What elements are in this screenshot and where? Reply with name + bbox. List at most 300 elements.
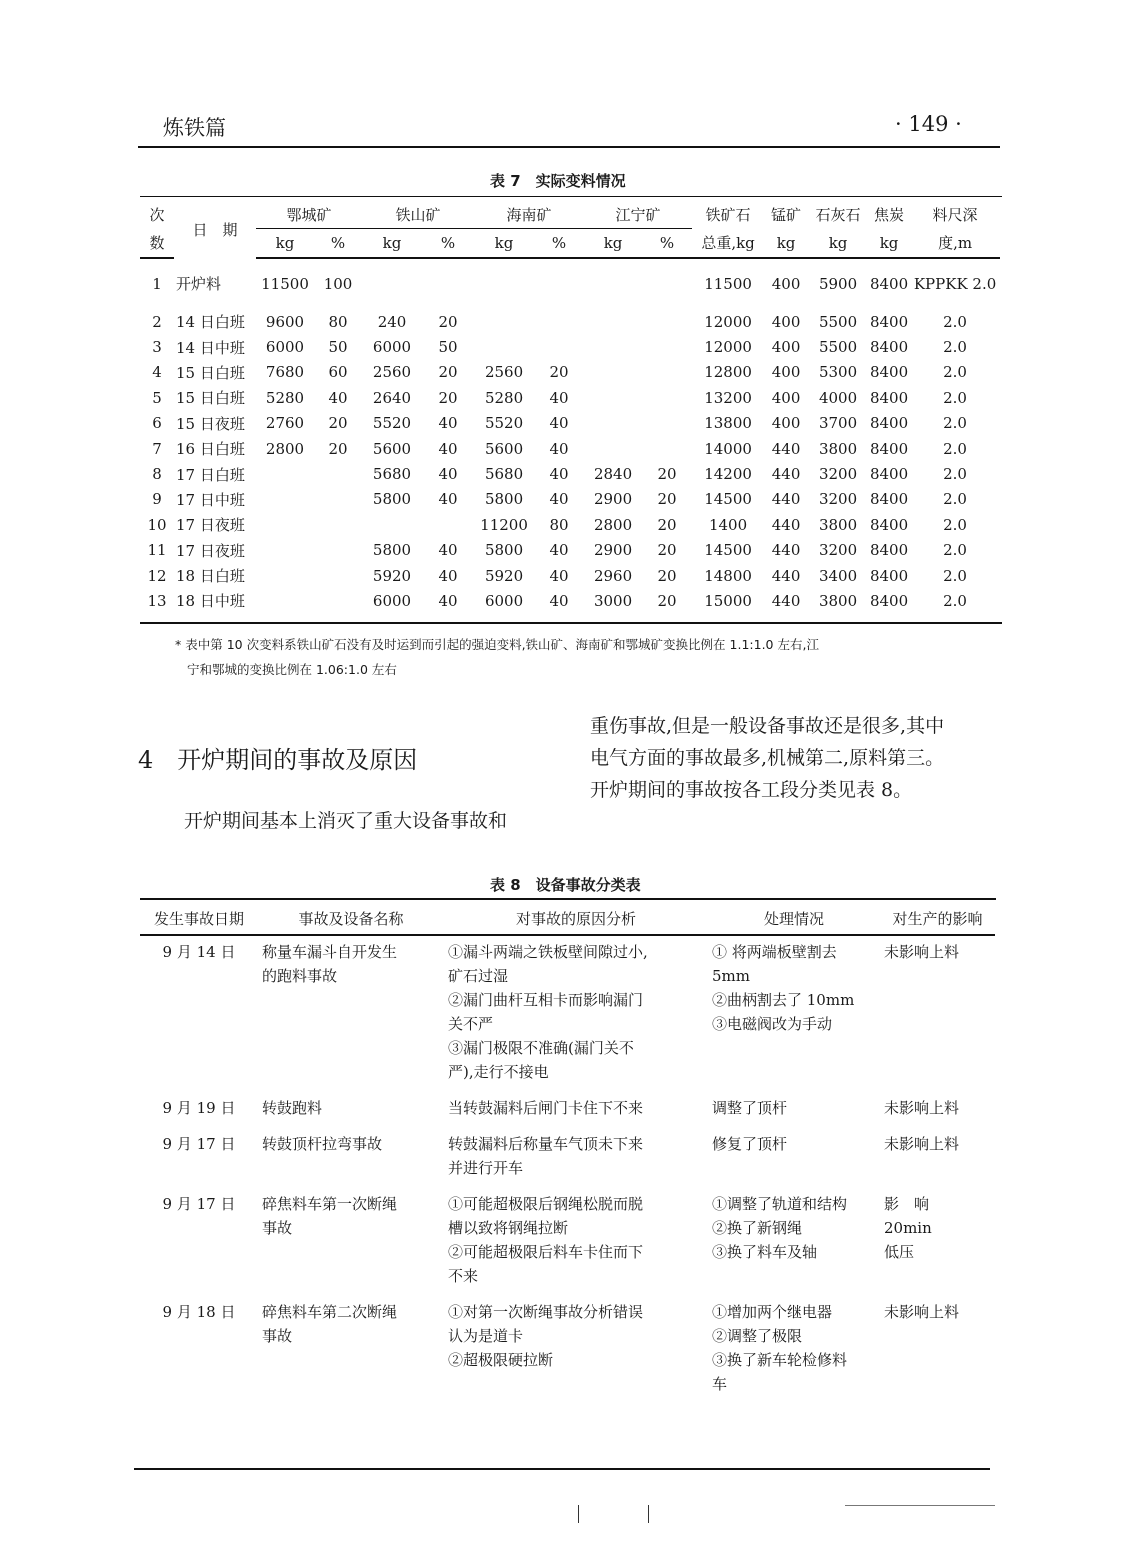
table8-cell-line: 影 响 20min: [884, 1195, 945, 1237]
table7-cell: 400: [771, 338, 801, 357]
table7-cell: 60: [328, 363, 348, 382]
table7-cell: 2960: [593, 566, 633, 585]
table7-cell: KPPKK 2.0: [913, 275, 997, 293]
table7-cell: 11500: [261, 275, 309, 293]
table7-cell: 2.0: [943, 338, 967, 357]
table7-cell: 20: [657, 465, 677, 484]
table8-cell-line: 并进行开车: [448, 1159, 524, 1177]
table7-cell: 240: [377, 312, 407, 331]
table7-cell: 13: [147, 591, 167, 610]
table7-cell: 40: [438, 414, 458, 433]
table8-cell-name: [258, 1296, 444, 1404]
table8-cell-line: ③换了新车轮检修料: [712, 1351, 848, 1369]
table8-cell-line: 关不严: [448, 1015, 494, 1033]
table7-cell: 20: [657, 541, 677, 560]
table8-cell-line: 车: [712, 1375, 728, 1393]
col-impact-head: 对生产的影响: [880, 902, 995, 935]
table7-cell: 20: [657, 566, 677, 585]
table7-cell: [362, 258, 422, 309]
table7-cell: 2560: [484, 363, 524, 382]
table8-cell-line: 严),走行不接电: [448, 1063, 549, 1081]
table8-cell-handling: [708, 1092, 880, 1128]
col-ore-head: 铁矿石: [705, 205, 751, 224]
table7-row: [140, 512, 1000, 537]
table7-cell: [314, 487, 362, 512]
table8-cell-line: 转鼓顶杆拉弯事故: [262, 1135, 383, 1153]
table8-cell-line: ③换了料车及轴: [712, 1243, 818, 1261]
table8-cell-line: 事故: [262, 1219, 293, 1237]
table7-cell: 18 日中班: [176, 592, 245, 611]
table8-cell-impact: [880, 1188, 995, 1296]
col-tieshan-head: 铁山矿: [362, 200, 474, 229]
table7-cell: [474, 258, 534, 309]
table7-cell: [314, 512, 362, 537]
table8-row: [140, 1092, 995, 1128]
table7-cell: 17 日白班: [176, 465, 245, 484]
col-echeng-head: 鄂城矿: [256, 200, 362, 229]
table7-cell: 2: [152, 312, 162, 331]
table7-cell: 11500: [704, 275, 752, 293]
table7-cell: 20: [657, 591, 677, 610]
table7-cell: 5680: [372, 465, 412, 484]
table8-cell-line: ②漏门曲杆互相卡而影响漏门: [448, 991, 644, 1009]
table7: [140, 200, 1000, 614]
table7-cell: 8400: [869, 591, 909, 610]
table7-cell: [534, 309, 584, 334]
table7-cell: 14000: [704, 439, 752, 458]
table7-cell: 2.0: [943, 490, 967, 509]
table8-row: [140, 1128, 995, 1188]
table7-cell: 440: [771, 541, 801, 560]
table7-cell: 40: [549, 465, 569, 484]
table8-cell-line: 认为是道卡: [448, 1327, 524, 1345]
table7-cell: 40: [549, 490, 569, 509]
table7-cell: 14800: [704, 566, 752, 585]
table7-bottom-rule: [140, 622, 1002, 624]
table8-cell-line: 槽以致将钢绳拉断: [448, 1219, 569, 1237]
table7-cell: [642, 411, 692, 436]
table7-caption: 表 7 实际变料情况: [490, 172, 626, 190]
section-heading: 4 开炉期间的事故及原因: [138, 746, 418, 774]
table7-cell: 2840: [593, 465, 633, 484]
page-number: · 149 ·: [895, 112, 962, 136]
table7-cell: 2.0: [943, 566, 967, 585]
table7-cell: 400: [771, 414, 801, 433]
table7-cell: 16 日白班: [176, 440, 245, 459]
table7-row: [140, 461, 1000, 486]
table7-cell: 12000: [704, 338, 752, 357]
table7-cell: 40: [438, 465, 458, 484]
table7-cell: 2.0: [943, 515, 967, 534]
table7-cell: 1: [152, 275, 162, 293]
table8-cell-date: 9 月 17 日: [162, 1135, 236, 1153]
table7-cell: 15 日白班: [176, 389, 245, 408]
table8-caption: 表 8 设备事故分类表: [490, 876, 641, 894]
table8-cell-line: ②曲柄割去了 10mm: [712, 991, 855, 1009]
table7-cell: [534, 258, 584, 309]
table8-cell-line: 不来: [448, 1267, 479, 1285]
table8-cell-line: ②超极限硬拉断: [448, 1351, 554, 1369]
table7-cell: 6000: [372, 591, 412, 610]
table7-cell: 3200: [818, 541, 858, 560]
table7-cell: 13200: [704, 388, 752, 407]
table8-cell-line: 5mm: [712, 967, 750, 985]
table7-cell: 2560: [372, 363, 412, 382]
table7-cell: [314, 563, 362, 588]
paragraph-left-column: 开炉期间基本上消灭了重大设备事故和: [184, 810, 508, 832]
table7-cell: 14 日白班: [176, 313, 245, 332]
table7-cell: [256, 588, 314, 613]
table7-cell: [584, 411, 642, 436]
paragraph-right-column: [590, 710, 1005, 806]
table7-cell: [314, 538, 362, 563]
table7-cell: 2900: [593, 541, 633, 560]
table7-cell: 2900: [593, 490, 633, 509]
table8-header-row: [140, 902, 995, 935]
table7-cell: 20: [328, 414, 348, 433]
sub-head: %: [534, 229, 584, 259]
table7-row: [140, 563, 1000, 588]
table7-cell: 40: [438, 566, 458, 585]
table8-cell-line: ②可能超极限后料车卡住而下: [448, 1243, 644, 1261]
table8-cell-line: ②调整了极限: [712, 1327, 803, 1345]
table7-row: [140, 538, 1000, 563]
table7-cell: 400: [771, 275, 801, 293]
table7-cell: 9: [152, 490, 162, 509]
table7-cell: 20: [657, 515, 677, 534]
sub-head: kg: [868, 229, 910, 259]
table7-cell: 2800: [593, 515, 633, 534]
table7-cell: 2760: [265, 414, 305, 433]
table8-cell-impact: [880, 1296, 995, 1404]
table7-cell: 14500: [704, 541, 752, 560]
table7-cell: [642, 309, 692, 334]
table7-cell: 5280: [265, 388, 305, 407]
table7-cell: 7680: [265, 363, 305, 382]
table8-cell-line: ②换了新钢绳: [712, 1219, 803, 1237]
table7-cell: [256, 487, 314, 512]
table8-cell-date: 9 月 14 日: [162, 943, 236, 961]
col-hainan-head: 海南矿: [474, 200, 584, 229]
table7-cell: 5920: [372, 566, 412, 585]
table7-cell: [584, 309, 642, 334]
table7-cell: 15 日白班: [176, 363, 245, 382]
table7-cell: 5300: [818, 363, 858, 382]
table8-cell-handling: [708, 1128, 880, 1188]
table8-cell-line: 事故: [262, 1327, 293, 1345]
col-handling-head: 处理情况: [708, 902, 880, 935]
table7-cell: 5900: [818, 275, 858, 293]
table7-cell: 5500: [818, 338, 858, 357]
table7-cell: 40: [328, 388, 348, 407]
table7-cell: 2800: [265, 439, 305, 458]
table7-cell: 40: [438, 490, 458, 509]
table8-cell-date: 9 月 19 日: [162, 1099, 236, 1117]
table8-cell-line: 称量车漏斗自开发生: [262, 943, 398, 961]
table8-cell-line: 转鼓跑料: [262, 1099, 323, 1117]
table7-cell: 5: [152, 388, 162, 407]
table7-cell: 40: [438, 439, 458, 458]
table7-cell: 1400: [708, 515, 748, 534]
table7-cell: 3800: [818, 439, 858, 458]
table7-cell: [474, 334, 534, 359]
table8-cell-cause: [444, 935, 708, 1092]
table7-row: [140, 334, 1000, 359]
table8-cell-handling: [708, 1188, 880, 1296]
table7-cell: 3800: [818, 515, 858, 534]
sub-head: %: [422, 229, 474, 259]
table7-cell: 14 日中班: [176, 338, 245, 357]
table7-top-rule: [140, 196, 1002, 197]
col-depth-head: 料尺深: [932, 205, 978, 224]
table8-cell-handling: [708, 1296, 880, 1404]
table7-cell: 17 日夜班: [176, 541, 245, 560]
table7-cell: 18 日白班: [176, 567, 245, 586]
table7-cell: 40: [549, 566, 569, 585]
table8-bottom-rule: [134, 1468, 990, 1470]
table8-cell-date: 9 月 17 日: [162, 1195, 236, 1213]
table7-cell: 3700: [818, 414, 858, 433]
table7-cell: 20: [328, 439, 348, 458]
scan-artifact: [578, 1505, 579, 1523]
table7-cell: 5680: [484, 465, 524, 484]
col-date-head: 日 期: [192, 220, 238, 239]
table8-cell-impact: [880, 1128, 995, 1188]
table8-cell-line: ①可能超极限后钢绳松脱而脱: [448, 1195, 644, 1213]
table7-cell: 8400: [869, 515, 909, 534]
table7-cell: 2640: [372, 388, 412, 407]
sub-head: 总重,kg: [692, 229, 764, 259]
table7-cell: [534, 334, 584, 359]
sub-head: %: [314, 229, 362, 259]
table7-cell: 开炉料: [176, 275, 222, 293]
table8-cell-line: 矿石过湿: [448, 967, 509, 985]
table7-row: [140, 258, 1000, 309]
table7-cell: [422, 512, 474, 537]
table8-cell-name: [258, 1188, 444, 1296]
col-count-head: 次: [149, 205, 165, 224]
table8-cell-line: 低压: [884, 1243, 915, 1261]
table7-cell: [256, 563, 314, 588]
running-header-section: 炼铁篇: [163, 116, 226, 140]
table8-cell-name: [258, 1128, 444, 1188]
table7-cell: 4: [152, 363, 162, 382]
table7-cell: 8400: [869, 275, 909, 293]
table7-cell: 3: [152, 338, 162, 357]
table8-cell-line: ①对第一次断绳事故分析错误: [448, 1303, 644, 1321]
table7-row: [140, 487, 1000, 512]
table8-cell-line: 调整了顶杆: [712, 1099, 788, 1117]
scan-artifact: [648, 1505, 649, 1523]
table8-cell-impact: [880, 935, 995, 1092]
table7-cell: 5800: [484, 490, 524, 509]
table7-cell: 5800: [484, 541, 524, 560]
table8: [140, 902, 995, 1404]
col-manganese-head: 锰矿: [771, 205, 802, 224]
table7-cell: 440: [771, 566, 801, 585]
table7-cell: 12000: [704, 312, 752, 331]
table7-footnote: [175, 632, 1005, 682]
table8-cell-cause: [444, 1188, 708, 1296]
sub-head: kg: [764, 229, 808, 259]
table7-cell: 6000: [484, 591, 524, 610]
table8-cell-line: ①增加两个继电器: [712, 1303, 833, 1321]
table7-cell: [584, 436, 642, 461]
scan-artifact: [845, 1505, 995, 1506]
table7-cell: 2.0: [943, 541, 967, 560]
table8-cell-line: 未影响上料: [884, 1135, 960, 1153]
table7-cell: [642, 436, 692, 461]
table8-cell-cause: [444, 1092, 708, 1128]
table7-cell: 8400: [869, 312, 909, 331]
table7-cell: 400: [771, 312, 801, 331]
table8-cell-line: 转鼓漏料后称量车气顶未下来: [448, 1135, 644, 1153]
table7-cell: 8400: [869, 363, 909, 382]
table7-cell: [256, 538, 314, 563]
table7-cell: 40: [549, 388, 569, 407]
table7-footnote-line: 宁和鄂城的变换比例在 1.06:1.0 左右: [187, 662, 397, 677]
table7-cell: 12800: [704, 363, 752, 382]
table7-cell: 400: [771, 388, 801, 407]
table8-top-rule: [140, 898, 996, 900]
table7-row: [140, 309, 1000, 334]
table7-cell: 10: [147, 515, 167, 534]
sub-head: kg: [256, 229, 314, 259]
table7-cell: 14500: [704, 490, 752, 509]
table7-cell: 2.0: [943, 414, 967, 433]
table7-cell: 3000: [593, 591, 633, 610]
col-coke-head: 焦炭: [874, 205, 905, 224]
col-count-head-2: 数: [140, 229, 174, 259]
table7-cell: [642, 360, 692, 385]
table7-cell: 40: [549, 591, 569, 610]
table7-cell: 100: [323, 275, 353, 293]
table7-cell: 8400: [869, 388, 909, 407]
table7-cell: [422, 258, 474, 309]
table7-cell: 15000: [704, 591, 752, 610]
table7-cell: 6000: [265, 338, 305, 357]
table7-cell: [314, 461, 362, 486]
table7-cell: 8: [152, 465, 162, 484]
table7-row: [140, 360, 1000, 385]
table8-cell-line: ① 将两端板壁割去: [712, 943, 837, 961]
table7-cell: 2.0: [943, 388, 967, 407]
sub-head: kg: [474, 229, 534, 259]
table7-cell: 440: [771, 439, 801, 458]
table7-cell: [584, 258, 642, 309]
paragraph-line: 电气方面的事故最多,机械第二,原料第三。: [590, 747, 945, 769]
table8-row: [140, 1296, 995, 1404]
table7-cell: 20: [438, 363, 458, 382]
table8-cell-line: 未影响上料: [884, 1099, 960, 1117]
table7-row: [140, 411, 1000, 436]
table7-cell: 50: [328, 338, 348, 357]
table7-row: [140, 385, 1000, 410]
table7-cell: [314, 588, 362, 613]
table7-row: [140, 436, 1000, 461]
col-jiangning-head: 江宁矿: [584, 200, 692, 229]
table7-cell: [362, 512, 422, 537]
table7-cell: 2.0: [943, 312, 967, 331]
table7-cell: 80: [328, 312, 348, 331]
table8-cell-line: 的跑料事故: [262, 967, 338, 985]
table7-cell: 40: [438, 541, 458, 560]
table7-row: [140, 588, 1000, 613]
table7-cell: 7: [152, 439, 162, 458]
col-date-head: 发生事故日期: [140, 902, 258, 935]
table8-cell-name: [258, 1092, 444, 1128]
table7-cell: 8400: [869, 414, 909, 433]
table8-cell-line: ③漏门极限不准确(漏门关不: [448, 1039, 634, 1057]
table7-cell: [642, 385, 692, 410]
sub-head: kg: [584, 229, 642, 259]
table8-cell-cause: [444, 1296, 708, 1404]
table7-cell: 20: [657, 490, 677, 509]
table8-cell-date: 9 月 18 日: [162, 1303, 236, 1321]
table7-cell: 12: [147, 566, 167, 585]
table7-cell: 6: [152, 414, 162, 433]
table8-cell-line: 碎焦料车第二次断绳: [262, 1303, 398, 1321]
table8-cell-line: 修复了顶杆: [712, 1135, 788, 1153]
table7-cell: 3200: [818, 490, 858, 509]
table7-cell: 8400: [869, 338, 909, 357]
table7-cell: 4000: [818, 388, 858, 407]
table7-cell: 5800: [372, 490, 412, 509]
col-equipment-head: 事故及设备名称: [258, 902, 444, 935]
table8-cell-line: 当转鼓漏料后闸门卡住下不来: [448, 1099, 644, 1117]
table7-cell: 11: [147, 541, 167, 560]
table8-row: [140, 1188, 995, 1296]
table7-cell: 5920: [484, 566, 524, 585]
table7-cell: 5280: [484, 388, 524, 407]
table7-cell: [584, 385, 642, 410]
sub-head: 度,m: [910, 229, 1000, 259]
table7-cell: [256, 461, 314, 486]
table7-cell: 40: [549, 439, 569, 458]
table7-cell: 2.0: [943, 591, 967, 610]
col-limestone-head: 石灰石: [815, 205, 861, 224]
table8-cell-line: 碎焦料车第一次断绳: [262, 1195, 398, 1213]
table8-cell-cause: [444, 1128, 708, 1188]
table7-cell: [474, 309, 534, 334]
header-rule: [138, 146, 1000, 148]
table7-cell: [642, 258, 692, 309]
table8-cell-handling: [708, 935, 880, 1092]
table7-cell: 440: [771, 515, 801, 534]
table7-cell: 5800: [372, 541, 412, 560]
table7-header-row-bottom: [140, 229, 1000, 259]
table8-cell-impact: [880, 1092, 995, 1128]
table7-cell: 8400: [869, 465, 909, 484]
table7-cell: 50: [438, 338, 458, 357]
table7-cell: 11200: [480, 515, 528, 534]
table7-cell: 9600: [265, 312, 305, 331]
table7-cell: 40: [549, 414, 569, 433]
table7-cell: 14200: [704, 465, 752, 484]
table7-cell: 5600: [372, 439, 412, 458]
table7-cell: 8400: [869, 439, 909, 458]
table7-cell: 5500: [818, 312, 858, 331]
table7-cell: 440: [771, 490, 801, 509]
table7-cell: 440: [771, 465, 801, 484]
table7-cell: 40: [549, 541, 569, 560]
table7-cell: 5520: [372, 414, 412, 433]
table7-cell: 6000: [372, 338, 412, 357]
table8-cell-line: ③电磁阀改为手动: [712, 1015, 833, 1033]
table7-cell: 5520: [484, 414, 524, 433]
paragraph-line: 重伤事故,但是一般设备事故还是很多,其中: [590, 715, 945, 737]
table7-cell: 40: [438, 591, 458, 610]
